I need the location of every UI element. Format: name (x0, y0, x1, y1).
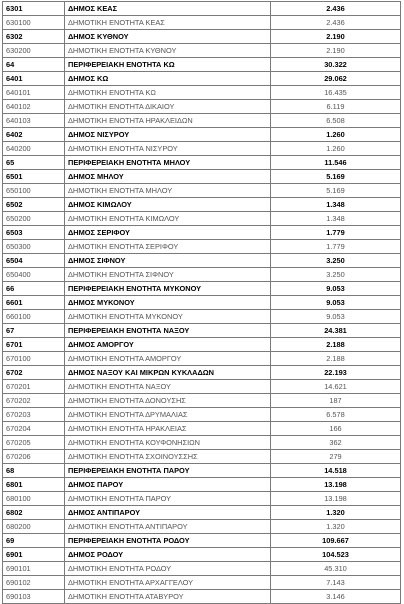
name-cell: ΔΗΜΟΤΙΚΗ ΕΝΟΤΗΤΑ ΑΤΑΒΥΡΟΥ (65, 590, 271, 604)
name-cell: ΔΗΜΟΤΙΚΗ ΕΝΟΤΗΤΑ ΡΟΔΟΥ (65, 562, 271, 576)
table-row (3, 422, 401, 436)
population-cell: 9.053 (271, 310, 401, 324)
code-cell: 67 (3, 324, 65, 338)
population-cell: 1.779 (271, 240, 401, 254)
table-row (3, 562, 401, 576)
name-cell: ΔΗΜΟΤΙΚΗ ΕΝΟΤΗΤΑ ΔΡΥΜΑΛΙΑΣ (65, 408, 271, 422)
name-cell: ΔΗΜΟΤΙΚΗ ΕΝΟΤΗΤΑ ΠΑΡΟΥ (65, 492, 271, 506)
name-cell: ΠΕΡΙΦΕΡΕΙΑΚΗ ΕΝΟΤΗΤΑ ΚΩ (65, 58, 271, 72)
population-cell: 2.190 (271, 30, 401, 44)
population-cell: 6.578 (271, 408, 401, 422)
population-cell: 6.508 (271, 114, 401, 128)
code-cell: 64 (3, 58, 65, 72)
population-cell: 166 (271, 422, 401, 436)
name-cell: ΔΗΜΟΤΙΚΗ ΕΝΟΤΗΤΑ ΣΧΟΙΝΟΥΣΣΗΣ (65, 450, 271, 464)
table-row (3, 44, 401, 58)
population-cell: 1.779 (271, 226, 401, 240)
code-cell: 65 (3, 156, 65, 170)
name-cell: ΠΕΡΙΦΕΡΕΙΑΚΗ ΕΝΟΤΗΤΑ ΜΥΚΟΝΟΥ (65, 282, 271, 296)
code-cell: 68 (3, 464, 65, 478)
population-cell: 2.190 (271, 44, 401, 58)
name-cell: ΠΕΡΙΦΕΡΕΙΑΚΗ ΕΝΟΤΗΤΑ ΝΑΞΟΥ (65, 324, 271, 338)
table-row (3, 114, 401, 128)
table-row (3, 338, 401, 352)
name-cell: ΔΗΜΟΣ ΡΟΔΟΥ (65, 548, 271, 562)
name-cell: ΔΗΜΟΣ ΜΥΚΟΝΟΥ (65, 296, 271, 310)
name-cell: ΔΗΜΟΤΙΚΗ ΕΝΟΤΗΤΑ ΜΥΚΟΝΟΥ (65, 310, 271, 324)
population-cell: 3.250 (271, 254, 401, 268)
population-cell: 109.667 (271, 534, 401, 548)
code-cell: 640200 (3, 142, 65, 156)
population-cell: 362 (271, 436, 401, 450)
name-cell: ΔΗΜΟΤΙΚΗ ΕΝΟΤΗΤΑ ΚΥΘΝΟΥ (65, 44, 271, 58)
population-cell: 30.322 (271, 58, 401, 72)
name-cell: ΠΕΡΙΦΕΡΕΙΑΚΗ ΕΝΟΤΗΤΑ ΠΑΡΟΥ (65, 464, 271, 478)
name-cell: ΔΗΜΟΤΙΚΗ ΕΝΟΤΗΤΑ ΚΩ (65, 86, 271, 100)
name-cell: ΔΗΜΟΤΙΚΗ ΕΝΟΤΗΤΑ ΣΕΡΙΦΟΥ (65, 240, 271, 254)
population-cell: 16.435 (271, 86, 401, 100)
table-row (3, 184, 401, 198)
code-cell: 6701 (3, 338, 65, 352)
code-cell: 630200 (3, 44, 65, 58)
population-cell: 2.436 (271, 16, 401, 30)
table-row (3, 436, 401, 450)
table-row (3, 170, 401, 184)
name-cell: ΔΗΜΟΤΙΚΗ ΕΝΟΤΗΤΑ ΚΕΑΣ (65, 16, 271, 30)
table-row (3, 380, 401, 394)
population-cell: 24.381 (271, 324, 401, 338)
code-cell: 650100 (3, 184, 65, 198)
table-row (3, 254, 401, 268)
code-cell: 6401 (3, 72, 65, 86)
code-cell: 660100 (3, 310, 65, 324)
name-cell: ΔΗΜΟΣ ΚΙΜΩΛΟΥ (65, 198, 271, 212)
population-cell: 14.518 (271, 464, 401, 478)
population-cell: 6.119 (271, 100, 401, 114)
name-cell: ΠΕΡΙΦΕΡΕΙΑΚΗ ΕΝΟΤΗΤΑ ΜΗΛΟΥ (65, 156, 271, 170)
table-row (3, 2, 401, 16)
name-cell: ΔΗΜΟΣ ΑΝΤΙΠΑΡΟΥ (65, 506, 271, 520)
table-row (3, 212, 401, 226)
code-cell: 690102 (3, 576, 65, 590)
name-cell: ΔΗΜΟΣ ΜΗΛΟΥ (65, 170, 271, 184)
population-cell: 3.250 (271, 268, 401, 282)
code-cell: 6901 (3, 548, 65, 562)
population-cell: 1.320 (271, 520, 401, 534)
population-cell: 279 (271, 450, 401, 464)
code-cell: 650200 (3, 212, 65, 226)
name-cell: ΔΗΜΟΣ ΚΩ (65, 72, 271, 86)
table-row (3, 366, 401, 380)
table-row (3, 268, 401, 282)
population-cell: 22.193 (271, 366, 401, 380)
table-row (3, 30, 401, 44)
population-cell: 1.320 (271, 506, 401, 520)
name-cell: ΔΗΜΟΤΙΚΗ ΕΝΟΤΗΤΑ ΚΟΥΦΟΝΗΣΙΩΝ (65, 436, 271, 450)
name-cell: ΔΗΜΟΤΙΚΗ ΕΝΟΤΗΤΑ ΣΙΦΝΟΥ (65, 268, 271, 282)
code-cell: 680200 (3, 520, 65, 534)
population-cell: 1.348 (271, 212, 401, 226)
table-row (3, 478, 401, 492)
code-cell: 6402 (3, 128, 65, 142)
population-cell: 2.188 (271, 338, 401, 352)
population-cell: 1.348 (271, 198, 401, 212)
table-row (3, 16, 401, 30)
name-cell: ΔΗΜΟΣ ΝΑΞΟΥ ΚΑΙ ΜΙΚΡΩΝ ΚΥΚΛΑΔΩΝ (65, 366, 271, 380)
table-row (3, 394, 401, 408)
name-cell: ΔΗΜΟΤΙΚΗ ΕΝΟΤΗΤΑ ΑΝΤΙΠΑΡΟΥ (65, 520, 271, 534)
population-cell: 45.310 (271, 562, 401, 576)
population-cell: 5.169 (271, 170, 401, 184)
table-row (3, 282, 401, 296)
name-cell: ΔΗΜΟΣ ΠΑΡΟΥ (65, 478, 271, 492)
code-cell: 6503 (3, 226, 65, 240)
table-row (3, 72, 401, 86)
code-cell: 670203 (3, 408, 65, 422)
population-cell: 5.169 (271, 184, 401, 198)
code-cell: 670204 (3, 422, 65, 436)
code-cell: 630100 (3, 16, 65, 30)
code-cell: 6502 (3, 198, 65, 212)
table-row (3, 492, 401, 506)
table-row (3, 58, 401, 72)
name-cell: ΔΗΜΟΤΙΚΗ ΕΝΟΤΗΤΑ ΑΜΟΡΓΟΥ (65, 352, 271, 366)
table-row (3, 324, 401, 338)
table-row (3, 506, 401, 520)
population-cell: 13.198 (271, 478, 401, 492)
code-cell: 670202 (3, 394, 65, 408)
table-row (3, 226, 401, 240)
code-cell: 6302 (3, 30, 65, 44)
code-cell: 650300 (3, 240, 65, 254)
code-cell: 6802 (3, 506, 65, 520)
name-cell: ΔΗΜΟΤΙΚΗ ΕΝΟΤΗΤΑ ΑΡΧΑΓΓΕΛΟΥ (65, 576, 271, 590)
population-table-body (3, 2, 401, 604)
code-cell: 670100 (3, 352, 65, 366)
table-row (3, 198, 401, 212)
code-cell: 680100 (3, 492, 65, 506)
name-cell: ΔΗΜΟΤΙΚΗ ΕΝΟΤΗΤΑ ΔΟΝΟΥΣΗΣ (65, 394, 271, 408)
name-cell: ΔΗΜΟΣ ΣΙΦΝΟΥ (65, 254, 271, 268)
table-row (3, 520, 401, 534)
table-row (3, 576, 401, 590)
table-row (3, 408, 401, 422)
population-table (2, 1, 401, 604)
table-row (3, 590, 401, 604)
code-cell: 69 (3, 534, 65, 548)
population-cell: 9.053 (271, 296, 401, 310)
code-cell: 6301 (3, 2, 65, 16)
population-cell: 3.146 (271, 590, 401, 604)
name-cell: ΔΗΜΟΣ ΣΕΡΙΦΟΥ (65, 226, 271, 240)
table-row (3, 548, 401, 562)
table-row (3, 128, 401, 142)
table-row (3, 156, 401, 170)
code-cell: 690101 (3, 562, 65, 576)
population-cell: 2.188 (271, 352, 401, 366)
population-cell: 1.260 (271, 128, 401, 142)
population-cell: 187 (271, 394, 401, 408)
code-cell: 640103 (3, 114, 65, 128)
name-cell: ΔΗΜΟΤΙΚΗ ΕΝΟΤΗΤΑ ΔΙΚΑΙΟΥ (65, 100, 271, 114)
name-cell: ΔΗΜΟΤΙΚΗ ΕΝΟΤΗΤΑ ΗΡΑΚΛΕΙΔΩΝ (65, 114, 271, 128)
table-row (3, 100, 401, 114)
code-cell: 670205 (3, 436, 65, 450)
table-row (3, 464, 401, 478)
name-cell: ΔΗΜΟΤΙΚΗ ΕΝΟΤΗΤΑ ΜΗΛΟΥ (65, 184, 271, 198)
table-row (3, 310, 401, 324)
code-cell: 6601 (3, 296, 65, 310)
code-cell: 640101 (3, 86, 65, 100)
population-cell: 2.436 (271, 2, 401, 16)
population-cell: 11.546 (271, 156, 401, 170)
name-cell: ΔΗΜΟΣ ΚΥΘΝΟΥ (65, 30, 271, 44)
name-cell: ΔΗΜΟΤΙΚΗ ΕΝΟΤΗΤΑ ΝΑΞΟΥ (65, 380, 271, 394)
table-row (3, 86, 401, 100)
code-cell: 650400 (3, 268, 65, 282)
name-cell: ΔΗΜΟΤΙΚΗ ΕΝΟΤΗΤΑ ΝΙΣΥΡΟΥ (65, 142, 271, 156)
code-cell: 640102 (3, 100, 65, 114)
population-cell: 7.143 (271, 576, 401, 590)
table-row (3, 534, 401, 548)
table-row (3, 352, 401, 366)
code-cell: 6801 (3, 478, 65, 492)
code-cell: 6504 (3, 254, 65, 268)
name-cell: ΔΗΜΟΣ ΚΕΑΣ (65, 2, 271, 16)
population-cell: 13.198 (271, 492, 401, 506)
table-row (3, 240, 401, 254)
population-cell: 29.062 (271, 72, 401, 86)
population-cell: 1.260 (271, 142, 401, 156)
name-cell: ΔΗΜΟΤΙΚΗ ΕΝΟΤΗΤΑ ΚΙΜΩΛΟΥ (65, 212, 271, 226)
population-cell: 14.621 (271, 380, 401, 394)
code-cell: 6501 (3, 170, 65, 184)
table-row (3, 296, 401, 310)
name-cell: ΔΗΜΟΣ ΝΙΣΥΡΟΥ (65, 128, 271, 142)
population-cell: 9.053 (271, 282, 401, 296)
name-cell: ΠΕΡΙΦΕΡΕΙΑΚΗ ΕΝΟΤΗΤΑ ΡΟΔΟΥ (65, 534, 271, 548)
population-cell: 104.523 (271, 548, 401, 562)
table-row (3, 450, 401, 464)
code-cell: 690103 (3, 590, 65, 604)
code-cell: 66 (3, 282, 65, 296)
code-cell: 670206 (3, 450, 65, 464)
code-cell: 670201 (3, 380, 65, 394)
name-cell: ΔΗΜΟΤΙΚΗ ΕΝΟΤΗΤΑ ΗΡΑΚΛΕΙΑΣ (65, 422, 271, 436)
table-row (3, 142, 401, 156)
name-cell: ΔΗΜΟΣ ΑΜΟΡΓΟΥ (65, 338, 271, 352)
code-cell: 6702 (3, 366, 65, 380)
